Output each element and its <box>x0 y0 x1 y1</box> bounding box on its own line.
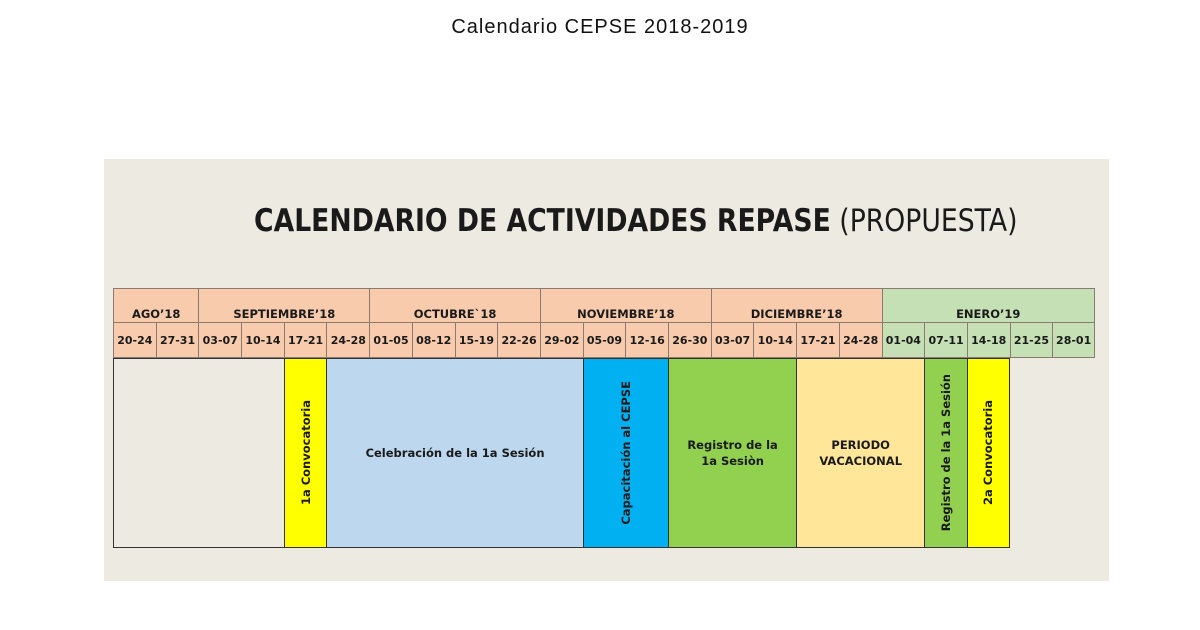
activity-label: PERIODO VACACIONAL <box>819 438 903 468</box>
week-header: 14-18 <box>967 323 1010 358</box>
activity-periodo-vacacional <box>796 358 924 548</box>
month-header: SEPTIEMBRE’18 <box>198 288 369 323</box>
activity-label: Capacitación al CEPSE <box>618 381 633 525</box>
week-header: 08-12 <box>412 323 455 358</box>
activity-label: Celebración de la 1a Sesión <box>365 446 545 460</box>
heading-main: CALENDARIO DE ACTIVIDADES REPASE <box>254 203 831 239</box>
empty-cell <box>113 358 284 548</box>
week-header: 15-19 <box>455 323 498 358</box>
heading-note: (PROPUESTA) <box>839 203 1018 239</box>
week-header: 01-04 <box>882 323 925 358</box>
week-header: 20-24 <box>113 323 156 358</box>
activity-2a-convocatoria <box>967 358 1010 548</box>
week-header: 21-25 <box>1010 323 1053 358</box>
week-header: 12-16 <box>625 323 668 358</box>
week-header: 10-14 <box>753 323 796 358</box>
week-header: 29-02 <box>540 323 583 358</box>
month-header: AGO’18 <box>113 288 198 323</box>
month-header: ENERO’19 <box>882 288 1095 323</box>
week-header: 03-07 <box>198 323 241 358</box>
activity-label: Registro de la 1a Sesión <box>939 374 954 532</box>
activity-celebracion <box>326 358 582 548</box>
week-header: 07-11 <box>924 323 967 358</box>
calendar-table <box>113 288 1095 548</box>
document-title: Calendario CEPSE 2018-2019 <box>451 16 749 38</box>
activity-label: 1a Convocatoria <box>298 400 313 506</box>
month-header: DICIEMBRE’18 <box>711 288 882 323</box>
week-header: 28-01 <box>1052 323 1095 358</box>
week-header: 24-28 <box>326 323 369 358</box>
month-header: NOVIEMBRE’18 <box>540 288 711 323</box>
week-header: 26-30 <box>668 323 711 358</box>
activity-capacitacion <box>583 358 668 548</box>
activity-label: Registro de la 1a Sesiòn <box>687 438 778 468</box>
week-header: 17-21 <box>284 323 327 358</box>
week-header: 03-07 <box>711 323 754 358</box>
week-header: 01-05 <box>369 323 412 358</box>
activity-registro-vertical <box>924 358 967 548</box>
week-header: 22-26 <box>497 323 540 358</box>
activity-registro <box>668 358 796 548</box>
activity-1a-convocatoria <box>284 358 327 548</box>
week-header: 17-21 <box>796 323 839 358</box>
calendar-panel <box>104 159 1109 581</box>
month-header: OCTUBRE`18 <box>369 288 540 323</box>
calendar-heading <box>254 203 1018 239</box>
week-header: 05-09 <box>583 323 626 358</box>
week-header: 10-14 <box>241 323 284 358</box>
week-header: 27-31 <box>156 323 199 358</box>
week-header: 24-28 <box>839 323 882 358</box>
activity-label: 2a Convocatoria <box>981 400 996 506</box>
